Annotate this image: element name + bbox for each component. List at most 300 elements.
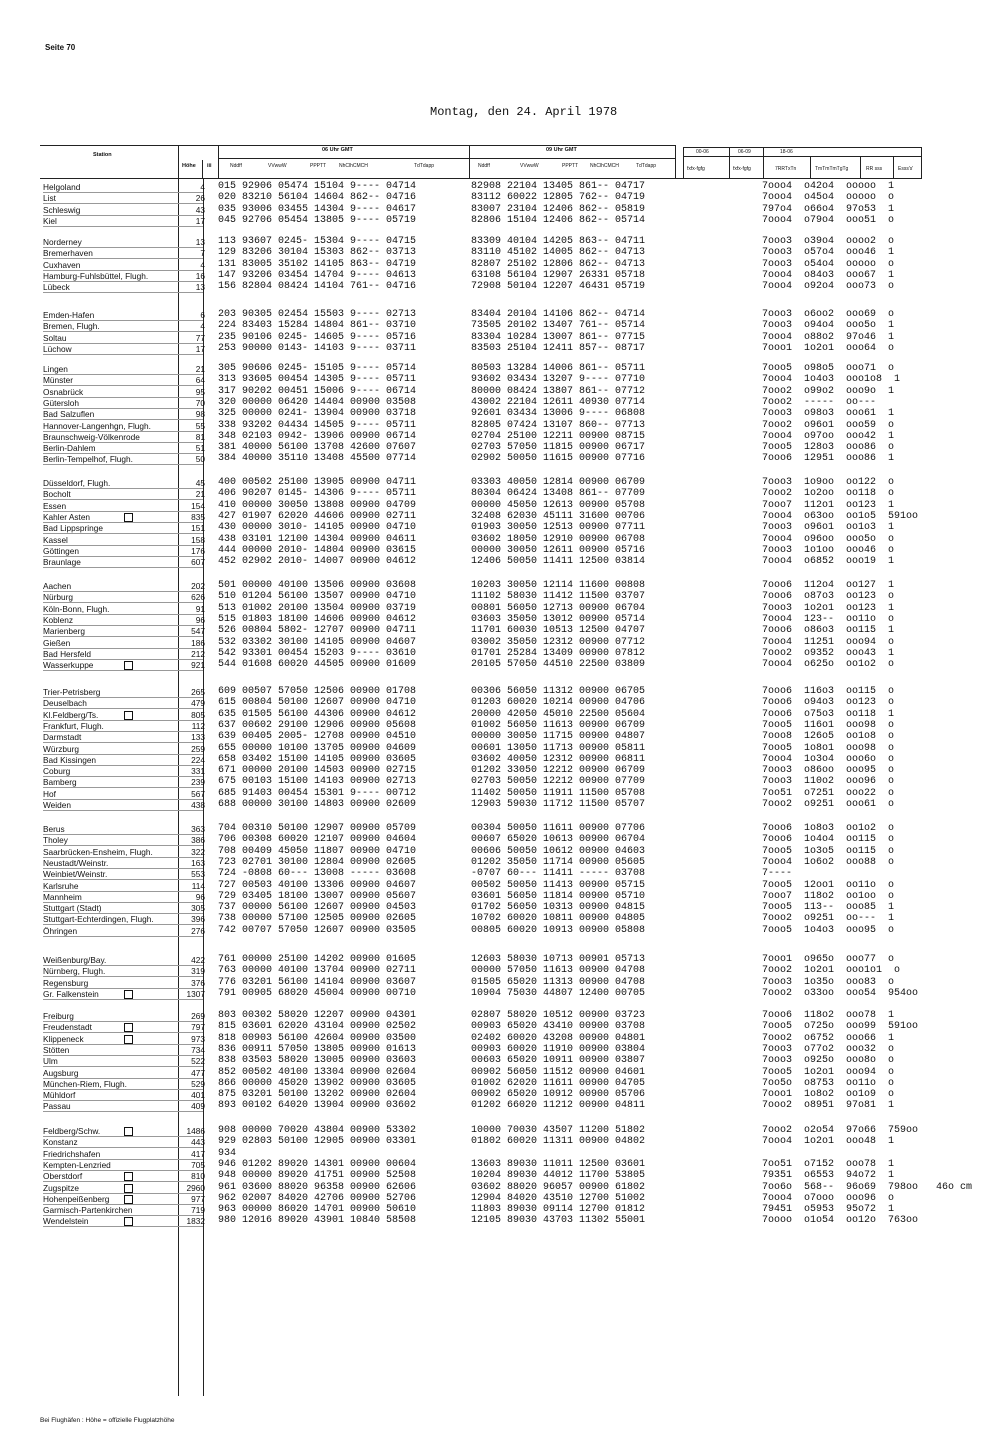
obs-06-gmt: 635 01505 56100 44306 00900 04612 (218, 709, 417, 720)
obs-09-gmt: 01505 65020 11313 00900 04708 (471, 977, 646, 988)
mountain-station-box-icon (124, 1172, 133, 1181)
obs-06-gmt: 615 00804 50100 12607 00900 04710 (218, 697, 417, 708)
obs-06-gmt: 791 00905 68020 45004 00900 00710 (218, 988, 417, 999)
obs-06-gmt: 737 00000 56100 12607 00900 04503 (218, 902, 417, 913)
obs-09-gmt: 12105 89030 43703 11302 55001 (471, 1215, 646, 1226)
daily-summary: 7oo51 o7152 ooo78 1 (762, 1159, 895, 1170)
row-underline (43, 419, 203, 420)
obs-06-gmt: 961 03600 88020 96358 00900 62606 (218, 1182, 417, 1193)
station-elevation: 1832 (186, 1216, 205, 1226)
station-elevation: 17 (195, 216, 205, 226)
obs-06-gmt: 948 00000 89020 41751 00900 52508 (218, 1170, 417, 1181)
obs-09-gmt: 00000 30050 12611 00900 05716 (471, 545, 646, 556)
station-name: Münster (43, 375, 73, 385)
obs-09-gmt: 01702 56050 10313 00900 04815 (471, 902, 646, 913)
obs-09-gmt: 83112 60022 12805 762-- 04719 (471, 192, 646, 203)
daily-summary: 7ooo4 o79o4 ooo51 o (762, 215, 895, 226)
station-name: Darmstadt (43, 732, 82, 742)
row-underline (43, 879, 203, 880)
station-name: Schleswig (43, 205, 81, 215)
daily-summary: 7ooo5 o725o ooo99 591oo (762, 1021, 919, 1032)
obs-09-gmt: 00902 65020 10912 00900 05706 (471, 1089, 646, 1100)
daily-summary: 7ooo4 o45o4 ooooo o (762, 192, 895, 203)
daily-summary: 7ooo1 o965o ooo77 o (762, 954, 895, 965)
obs-06-gmt: 305 90606 0245- 15105 9---- 05714 (218, 363, 417, 374)
mountain-station-box-icon (124, 1184, 133, 1193)
obs-09-gmt: 92601 03434 13006 9---- 06808 (471, 408, 646, 419)
row-underline (43, 636, 203, 637)
station-name: Gießen (43, 638, 71, 648)
header-divider-gmt06 (218, 145, 219, 178)
daily-summary: 7ooo5 113-- ooo85 1 (762, 902, 895, 913)
obs-09-gmt: 01202 66020 11212 00900 04811 (471, 1100, 646, 1111)
daily-summary: 7ooo3 o96o1 oo1o3 1 (762, 522, 895, 533)
station-elevation: 973 (191, 1034, 205, 1044)
obs-09-gmt: 82806 15104 12406 862-- 05714 (471, 215, 646, 226)
obs-06-gmt: 430 00000 3010- 14105 00900 04710 (218, 522, 417, 533)
station-name: Saarbrücken-Ensheim, Flugh. (43, 847, 153, 857)
page-number: Seite 70 (45, 43, 76, 52)
obs-06-gmt: 655 00000 10100 13705 00900 04609 (218, 743, 417, 754)
row-underline (43, 936, 203, 937)
obs-06-gmt: 723 02701 30100 12804 00900 02605 (218, 857, 417, 868)
header-right-div-5 (860, 157, 861, 178)
obs-09-gmt: 80000 08424 13807 861-- 07712 (471, 386, 646, 397)
obs-06-gmt: 438 03101 12100 14304 00900 04611 (218, 534, 417, 545)
obs-06-gmt: 658 03402 15100 14105 00900 03605 (218, 754, 417, 765)
header-06-td: TdTdapp (414, 163, 435, 169)
daily-summary: 7ooo4 o88o2 97o46 1 (762, 332, 895, 343)
header-right-div-6 (893, 157, 894, 178)
mountain-station-box-icon (124, 711, 133, 720)
station-name: Kl.Feldberg/Ts. (43, 710, 99, 720)
obs-09-gmt: 10204 89030 44012 11700 53805 (471, 1170, 646, 1181)
station-elevation: 322 (191, 847, 205, 857)
daily-summary: 7ooo6 118o2 ooo78 1 (762, 1010, 895, 1021)
header-period-0609: 06-09 (738, 149, 751, 155)
station-elevation: 567 (191, 789, 205, 799)
daily-summary: 7ooo3 1o1oo ooo46 o (762, 545, 895, 556)
obs-06-gmt: 015 92906 05474 15104 9---- 04714 (218, 181, 417, 192)
station-elevation: 55 (195, 421, 205, 431)
obs-09-gmt: 01203 60020 10214 00900 04706 (471, 697, 646, 708)
obs-09-gmt: 11102 58030 11412 11500 03707 (471, 591, 646, 602)
obs-09-gmt: 10904 75030 44807 12400 00705 (471, 988, 646, 999)
obs-09-gmt: 83304 10284 13007 861-- 07715 (471, 332, 646, 343)
station-elevation: 81 (195, 432, 205, 442)
station-elevation: 1307 (186, 989, 205, 999)
obs-06-gmt: 708 00409 45050 11807 00900 04710 (218, 846, 417, 857)
table-top-border (40, 145, 675, 146)
header-period-0006: 00-06 (696, 149, 709, 155)
station-elevation: 386 (191, 835, 205, 845)
station-elevation: 547 (191, 626, 205, 636)
row-underline (43, 385, 203, 386)
row-underline (43, 258, 203, 259)
station-name: Tholey (43, 835, 68, 845)
obs-06-gmt: 637 00602 29100 12906 00900 05608 (218, 720, 417, 731)
station-elevation: 835 (191, 512, 205, 522)
obs-09-gmt: 01903 30050 12513 00900 07711 (471, 522, 646, 533)
row-underline (43, 708, 203, 709)
station-name: Emden-Hafen (43, 310, 95, 320)
obs-06-gmt: 203 90305 02454 15503 9---- 02713 (218, 309, 417, 320)
station-name: Berus (43, 824, 65, 834)
daily-summary: 7ooo4 o42o4 ooooo 1 (762, 181, 895, 192)
obs-09-gmt: 43002 22104 12611 40930 07714 (471, 397, 646, 408)
obs-06-gmt: 224 83403 15284 14804 861-- 03710 (218, 320, 417, 331)
station-name: Trier-Petrisberg (43, 687, 101, 697)
obs-06-gmt: 542 93301 00454 15203 9---- 03610 (218, 648, 417, 659)
row-underline (43, 742, 203, 743)
station-name: Wendelstein (43, 1216, 89, 1226)
daily-summary: 7ooo5 1o2o1 ooo94 o (762, 1067, 895, 1078)
daily-summary: 7ooo2 o96o1 ooo59 o (762, 420, 895, 431)
obs-06-gmt: 384 40000 35110 13408 45500 07714 (218, 453, 417, 464)
daily-summary: 7ooo3 110o2 ooo96 o (762, 776, 895, 787)
station-name: Norderney (43, 237, 82, 247)
row-underline (43, 1147, 203, 1148)
station-elevation: 276 (191, 926, 205, 936)
station-elevation: 522 (191, 1056, 205, 1066)
station-name: Friedrichshafen (43, 1149, 101, 1159)
mountain-station-box-icon (124, 661, 133, 670)
daily-summary: 7ooo4 o625o oo1o2 o (762, 659, 895, 670)
obs-06-gmt: 962 02007 84020 42706 00900 52706 (218, 1193, 417, 1204)
daily-summary: 7ooo5 12oo1 oo11o o (762, 880, 895, 891)
obs-09-gmt: 83404 20104 14106 862-- 04714 (471, 309, 646, 320)
station-elevation: 154 (191, 501, 205, 511)
station-elevation: 176 (191, 546, 205, 556)
obs-06-gmt: 866 00000 45020 13902 00900 03605 (218, 1078, 417, 1089)
station-name: Düsseldorf, Flugh. (43, 478, 111, 488)
daily-summary: 7ooo4 1o4o3 ooo1o8 1 (762, 374, 901, 385)
station-name: List (43, 193, 56, 203)
daily-summary: 7ooo4 11251 ooo94 o (762, 637, 895, 648)
obs-06-gmt: 253 90000 0143- 14103 9---- 03711 (218, 343, 417, 354)
mountain-station-box-icon (124, 1035, 133, 1044)
daily-summary: 7ooo2 o9251 oo--- 1 (762, 913, 895, 924)
station-name: Lingen (43, 364, 68, 374)
station-name: Bocholt (43, 489, 71, 499)
header-sub-line-right (683, 156, 922, 157)
station-name: Öhringen (43, 926, 78, 936)
obs-06-gmt: 671 00000 20100 14503 00900 02715 (218, 765, 417, 776)
obs-09-gmt: 01202 35050 11714 00900 05605 (471, 857, 646, 868)
station-name: Braunlage (43, 557, 81, 567)
obs-06-gmt: 406 90207 0145- 14306 9---- 05711 (218, 488, 417, 499)
daily-summary: 7ooo6 112o4 oo127 1 (762, 580, 895, 591)
row-underline (43, 292, 203, 293)
header-09-nddff: Nddff (478, 163, 490, 169)
station-elevation: 479 (191, 698, 205, 708)
daily-summary: 7ooo3 1o35o ooo83 o (762, 977, 895, 988)
obs-06-gmt: 452 02902 2010- 14007 00900 04612 (218, 556, 417, 567)
daily-summary: 7ooo3 o94o4 ooo5o 1 (762, 320, 895, 331)
station-elevation: 114 (191, 881, 205, 891)
header-iii: iii (207, 163, 212, 169)
daily-summary: 7ooo6 1o8o3 oo1o2 o (762, 823, 895, 834)
daily-summary: 7ooo5 1o4o3 ooo95 o (762, 925, 895, 936)
station-elevation: 133 (191, 732, 205, 742)
obs-06-gmt: 908 00000 70020 43804 00900 53302 (218, 1125, 417, 1136)
obs-09-gmt: 03002 35050 12312 00900 07712 (471, 637, 646, 648)
daily-summary: 7ooo2 1o2o1 ooo1o1 o (762, 965, 901, 976)
station-elevation: 797 (191, 1022, 205, 1032)
header-right-div-4 (810, 157, 811, 178)
obs-06-gmt: 724 -0808 60--- 13008 ----- 03608 (218, 868, 417, 879)
obs-06-gmt: 706 00308 60020 12107 00900 04604 (218, 834, 417, 845)
obs-06-gmt: 803 00302 58020 12207 00900 04301 (218, 1010, 417, 1021)
station-elevation: 977 (191, 1194, 205, 1204)
station-elevation: 43 (195, 205, 205, 215)
station-elevation: 409 (191, 1101, 205, 1111)
station-elevation: 438 (191, 800, 205, 810)
station-elevation: 553 (191, 869, 205, 879)
station-name: Kahler Asten (43, 512, 91, 522)
station-elevation: 269 (191, 1011, 205, 1021)
obs-06-gmt: 325 00000 0241- 13904 00900 03718 (218, 408, 417, 419)
station-name: Konstanz (43, 1137, 78, 1147)
header-sub-line-06 (218, 158, 469, 159)
mountain-station-box-icon (124, 513, 133, 522)
daily-summary: 7ooo7 118o2 oo1oo o (762, 891, 895, 902)
row-underline (43, 1066, 203, 1067)
daily-summary: 7ooo4 o96oo ooo5o o (762, 534, 895, 545)
header-09-td: TdTdapp (636, 163, 657, 169)
obs-09-gmt: 00903 60020 11910 00900 03804 (471, 1044, 646, 1055)
obs-09-gmt: 72908 50104 12207 46431 05719 (471, 281, 646, 292)
obs-09-gmt: 00000 45050 12613 00900 05708 (471, 500, 646, 511)
obs-09-gmt: 02902 50050 11615 00900 07716 (471, 453, 646, 464)
obs-09-gmt: 02807 58020 10512 00900 03723 (471, 1010, 646, 1021)
obs-06-gmt: 113 93607 0245- 15304 9---- 04715 (218, 236, 417, 247)
daily-summary: 7---- (762, 868, 793, 879)
obs-06-gmt: 815 03601 62020 43104 00900 02502 (218, 1021, 417, 1032)
obs-09-gmt: 00902 56050 11512 00900 04601 (471, 1067, 646, 1078)
station-elevation: 422 (191, 955, 205, 965)
station-name: Koblenz (43, 615, 73, 625)
station-name: Bad Kissingen (43, 755, 97, 765)
obs-06-gmt: 980 12016 89020 43901 10840 58508 (218, 1215, 417, 1226)
obs-09-gmt: 03602 40050 12312 00900 06811 (471, 754, 646, 765)
row-underline (43, 670, 203, 671)
station-name: Bremen, Flugh. (43, 321, 100, 331)
daily-summary: 7ooo4 o84o3 ooo67 1 (762, 270, 895, 281)
station-name: Regensburg (43, 978, 89, 988)
daily-summary: 7ooo3 1o9oo oo122 o (762, 477, 895, 488)
daily-summary: 7ooo4 1o3o4 ooo6o o (762, 754, 895, 765)
obs-09-gmt: 93602 03434 13207 9---- 07710 (471, 374, 646, 385)
header-divider-gmt09 (469, 145, 470, 178)
station-elevation: 396 (191, 914, 205, 924)
obs-09-gmt: 01701 25284 13409 00900 07812 (471, 648, 646, 659)
station-name: Garmisch-Partenkirchen (43, 1205, 133, 1215)
station-name: Wasserkuppe (43, 660, 94, 670)
header-station: Station (93, 152, 112, 158)
obs-09-gmt: 00606 50050 10612 00900 04603 (471, 846, 646, 857)
daily-summary: 7ooo3 o77o2 ooo32 o (762, 1044, 895, 1055)
station-name: Deuselbach (43, 698, 87, 708)
row-underline (43, 999, 203, 1000)
obs-06-gmt: 045 92706 05454 13805 9---- 05719 (218, 215, 417, 226)
station-elevation: 96 (195, 892, 205, 902)
daily-summary: 7ooo6 12951 ooo86 1 (762, 453, 895, 464)
obs-06-gmt: 763 00000 40100 13704 00900 02711 (218, 965, 417, 976)
station-elevation: 212 (191, 649, 205, 659)
obs-09-gmt: 00603 65020 10911 00900 03807 (471, 1055, 646, 1066)
obs-09-gmt: 12406 50050 11411 12500 03814 (471, 556, 646, 567)
daily-summary: 7ooo8 126o5 oo1o8 o (762, 731, 895, 742)
obs-06-gmt: 738 00000 57100 12505 00900 02605 (218, 913, 417, 924)
station-elevation: 98 (195, 409, 205, 419)
header-period-1806: 18-06 (780, 149, 793, 155)
station-elevation: 719 (191, 1205, 205, 1215)
obs-06-gmt: 444 00000 2010- 14804 00900 03615 (218, 545, 417, 556)
obs-09-gmt: 82908 22104 13405 861-- 04717 (471, 181, 646, 192)
obs-09-gmt: 11803 89030 09114 12700 01812 (471, 1204, 646, 1215)
station-name: Weiden (43, 800, 71, 810)
station-elevation: 2960 (186, 1183, 205, 1193)
station-name: Kiel (43, 216, 57, 226)
obs-06-gmt: 035 93006 03455 14304 9---- 04617 (218, 204, 417, 215)
station-name: Göttingen (43, 546, 79, 556)
obs-09-gmt: 02402 60020 43208 00900 04801 (471, 1033, 646, 1044)
station-name: Frankfurt, Flugh. (43, 721, 104, 731)
obs-06-gmt: 338 93202 04434 14505 9---- 05711 (218, 420, 417, 431)
obs-09-gmt: 12603 58030 10713 00901 05713 (471, 954, 646, 965)
daily-summary: 7ooo4 1o2o1 ooo48 1 (762, 1136, 895, 1147)
obs-09-gmt: 00304 50050 11611 00900 07706 (471, 823, 646, 834)
obs-06-gmt: 688 00000 30100 14803 00900 02609 (218, 799, 417, 810)
obs-06-gmt: 129 83206 30104 15303 862-- 03713 (218, 247, 417, 258)
row-underline (43, 1032, 203, 1033)
station-elevation: 331 (191, 766, 205, 776)
station-name: Hamburg-Fuhlsbüttel, Flugh. (43, 271, 149, 281)
obs-06-gmt: 838 03503 58020 13005 00900 03603 (218, 1055, 417, 1066)
obs-06-gmt: 348 02103 0942- 13906 00900 06714 (218, 431, 417, 442)
station-elevation: 13 (195, 237, 205, 247)
obs-06-gmt: 963 00000 86020 14701 00900 50610 (218, 1204, 417, 1215)
station-elevation: 158 (191, 535, 205, 545)
obs-09-gmt: 80304 06424 13408 861-- 07709 (471, 488, 646, 499)
daily-summary: 7ooo3 o54o4 ooooo o (762, 259, 895, 270)
station-name: Berlin-Tempelhof, Flugh. (43, 454, 133, 464)
daily-summary: 79351 o6553 94o72 1 (762, 1170, 895, 1181)
mountain-station-box-icon (124, 1127, 133, 1136)
obs-09-gmt: 01002 62020 11611 00900 04705 (471, 1078, 646, 1089)
station-name: Cuxhaven (43, 260, 81, 270)
station-name: Freudenstadt (43, 1022, 92, 1032)
station-name: Würzburg (43, 744, 79, 754)
obs-06-gmt: 515 01803 18100 14606 00900 04612 (218, 614, 417, 625)
station-name: Coburg (43, 766, 71, 776)
obs-09-gmt: 13603 89030 11011 12500 03601 (471, 1159, 646, 1170)
station-elevation: 16 (195, 271, 205, 281)
station-elevation: 77 (195, 333, 205, 343)
row-underline (43, 567, 203, 568)
header-sub-b: fxfx-fgfg (733, 166, 751, 172)
station-name: Bremerhaven (43, 248, 93, 258)
mountain-station-box-icon (124, 990, 133, 999)
station-name: Helgoland (43, 182, 81, 192)
obs-09-gmt: 12903 59030 11712 11500 05707 (471, 799, 646, 810)
header-sub-d: TmTmTmTgTg (815, 166, 849, 172)
daily-summary: 7ooo5 1o3o5 oo115 o (762, 846, 895, 857)
obs-09-gmt: 63108 56104 12907 26331 05718 (471, 270, 646, 281)
header-09-ppptt: PPPTT (562, 163, 579, 169)
station-elevation: 151 (191, 523, 205, 533)
row-underline (43, 787, 203, 788)
station-name: Hannover-Langenhgn, Flugh. (43, 421, 151, 431)
station-elevation: 13 (195, 282, 205, 292)
station-name: Hohenpeißenberg (43, 1194, 110, 1204)
obs-06-gmt: 875 03201 50100 13202 00900 02604 (218, 1089, 417, 1100)
station-name: Weißenburg/Bay. (43, 955, 107, 965)
daily-summary: 7ooo2 o9251 ooo61 o (762, 799, 895, 810)
station-name: Köln-Bonn, Flugh. (43, 604, 110, 614)
station-name: Marienberg (43, 626, 85, 636)
obs-09-gmt: 00903 65020 43410 00900 03708 (471, 1021, 646, 1032)
station-name: Oberstdorf (43, 1171, 83, 1181)
station-elevation: 95 (195, 387, 205, 397)
station-elevation: 401 (191, 1090, 205, 1100)
row-underline (43, 226, 203, 227)
mountain-station-box-icon (124, 1217, 133, 1226)
obs-09-gmt: 00801 56050 12713 00900 06704 (471, 603, 646, 614)
station-elevation: 734 (191, 1045, 205, 1055)
obs-06-gmt: 147 93206 03454 14704 9---- 04613 (218, 270, 417, 281)
obs-06-gmt: 156 82804 08424 14104 761-- 04716 (218, 281, 417, 292)
obs-06-gmt: 532 03302 30100 14105 00900 04607 (218, 637, 417, 648)
station-elevation: 96 (195, 615, 205, 625)
daily-summary: 7ooo3 o98o3 ooo61 1 (762, 408, 895, 419)
obs-06-gmt: 946 01202 89020 14301 00900 00604 (218, 1159, 417, 1170)
station-name: Bamberg (43, 777, 77, 787)
obs-09-gmt: 10000 70030 43507 11200 51802 (471, 1125, 646, 1136)
obs-06-gmt: 934 (218, 1148, 237, 1159)
daily-summary: 7ooo7 112o1 oo123 1 (762, 500, 895, 511)
obs-06-gmt: 685 91403 00454 15301 9---- 00712 (218, 788, 417, 799)
row-underline (43, 845, 203, 846)
obs-09-gmt: 80503 13284 14006 861-- 05711 (471, 363, 646, 374)
obs-06-gmt: 400 00502 25100 13905 00900 04711 (218, 477, 417, 488)
station-name: Zugspitze (43, 1183, 79, 1193)
station-elevation: 4 (200, 260, 205, 270)
daily-summary: 7ooo6 o86o3 oo115 1 (762, 625, 895, 636)
obs-09-gmt: 02703 50050 12212 00900 07709 (471, 776, 646, 787)
obs-06-gmt: 510 01204 56100 13507 00900 04710 (218, 591, 417, 602)
obs-09-gmt: 00607 65020 10613 00900 06704 (471, 834, 646, 845)
header-divider-hoehe (202, 160, 203, 178)
daily-summary: 7ooo3 o6oo2 ooo69 o (762, 309, 895, 320)
station-name: Augsburg (43, 1068, 79, 1078)
header-gmt09: 09 Uhr GMT (546, 147, 577, 153)
daily-summary: 7ooo4 o63oo oo1o5 591oo (762, 511, 919, 522)
daily-summary: 7ooo1 1o2o1 ooo64 o (762, 343, 895, 354)
station-elevation: 810 (191, 1171, 205, 1181)
header-sub-a: fxfx-fgfg (687, 166, 705, 172)
station-elevation: 64 (195, 375, 205, 385)
obs-06-gmt: 381 40000 56100 13708 42600 07607 (218, 442, 417, 453)
station-name: Stötten (43, 1045, 70, 1055)
station-elevation: 17 (195, 344, 205, 354)
obs-06-gmt: 818 00903 56100 42604 00900 03500 (218, 1033, 417, 1044)
station-name: Ulm (43, 1056, 58, 1066)
obs-09-gmt: 83503 25104 12411 857-- 08717 (471, 343, 646, 354)
obs-09-gmt: 02704 25100 12211 00900 08715 (471, 431, 646, 442)
station-name: Stuttgart (Stadt) (43, 903, 102, 913)
